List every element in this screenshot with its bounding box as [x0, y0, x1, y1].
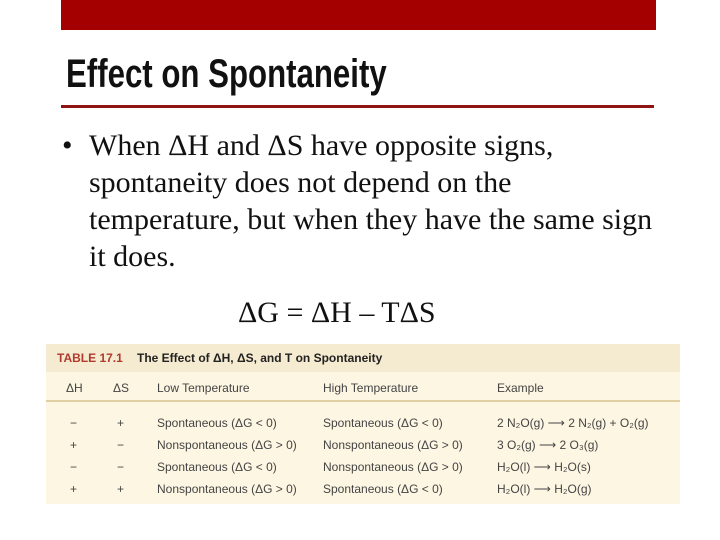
title-underline	[61, 105, 654, 108]
cell-high-temperature: Spontaneous (ΔG < 0)	[323, 416, 443, 430]
cell-example: H₂O(l) ⟶ H₂O(s)	[497, 460, 591, 474]
cell-delta-s: −	[117, 460, 125, 474]
header-high-temperature: High Temperature	[323, 381, 419, 395]
cell-low-temperature: Spontaneous (ΔG < 0)	[157, 460, 277, 474]
header-divider	[46, 400, 680, 402]
cell-delta-s: −	[117, 438, 125, 452]
cell-example: 2 N₂O(g) ⟶ 2 N₂(g) + O₂(g)	[497, 416, 649, 430]
header-delta-h: ΔH	[66, 381, 83, 395]
cell-delta-h: −	[70, 460, 78, 474]
table-number: TABLE 17.1	[57, 351, 123, 365]
bullet-text: When ΔH and ΔS have opposite signs, spontaneity does not depend on the temperature, but when they have the same sign it does.	[89, 129, 653, 273]
cell-example: 3 O₂(g) ⟶ 2 O₃(g)	[497, 438, 599, 452]
cell-delta-h: +	[70, 438, 78, 452]
header-example: Example	[497, 381, 544, 395]
cell-low-temperature: Nonspontaneous (ΔG > 0)	[157, 438, 297, 452]
cell-high-temperature: Nonspontaneous (ΔG > 0)	[323, 460, 463, 474]
header-low-temperature: Low Temperature	[157, 381, 250, 395]
gibbs-formula: ΔG = ΔH – TΔS	[238, 296, 436, 329]
cell-high-temperature: Spontaneous (ΔG < 0)	[323, 482, 443, 496]
cell-low-temperature: Nonspontaneous (ΔG > 0)	[157, 482, 297, 496]
table-row	[46, 479, 680, 501]
table-row	[46, 457, 680, 479]
cell-delta-s: +	[117, 416, 125, 430]
cell-example: H₂O(l) ⟶ H₂O(g)	[497, 482, 592, 496]
bullet-marker: •	[62, 129, 73, 162]
spontaneity-table	[46, 344, 680, 504]
table-header-row	[46, 374, 680, 400]
table-row	[46, 413, 680, 435]
cell-high-temperature: Nonspontaneous (ΔG > 0)	[323, 438, 463, 452]
top-accent-bar	[61, 0, 656, 30]
table-row	[46, 435, 680, 457]
cell-delta-h: +	[70, 482, 78, 496]
cell-delta-h: −	[70, 416, 78, 430]
cell-delta-s: +	[117, 482, 125, 496]
table-name: The Effect of ΔH, ΔS, and T on Spontaneity	[137, 351, 383, 365]
header-delta-s: ΔS	[113, 381, 130, 395]
cell-low-temperature: Spontaneous (ΔG < 0)	[157, 416, 277, 430]
table-caption	[46, 344, 680, 372]
slide-title: Effect on Spontaneity	[66, 52, 387, 96]
